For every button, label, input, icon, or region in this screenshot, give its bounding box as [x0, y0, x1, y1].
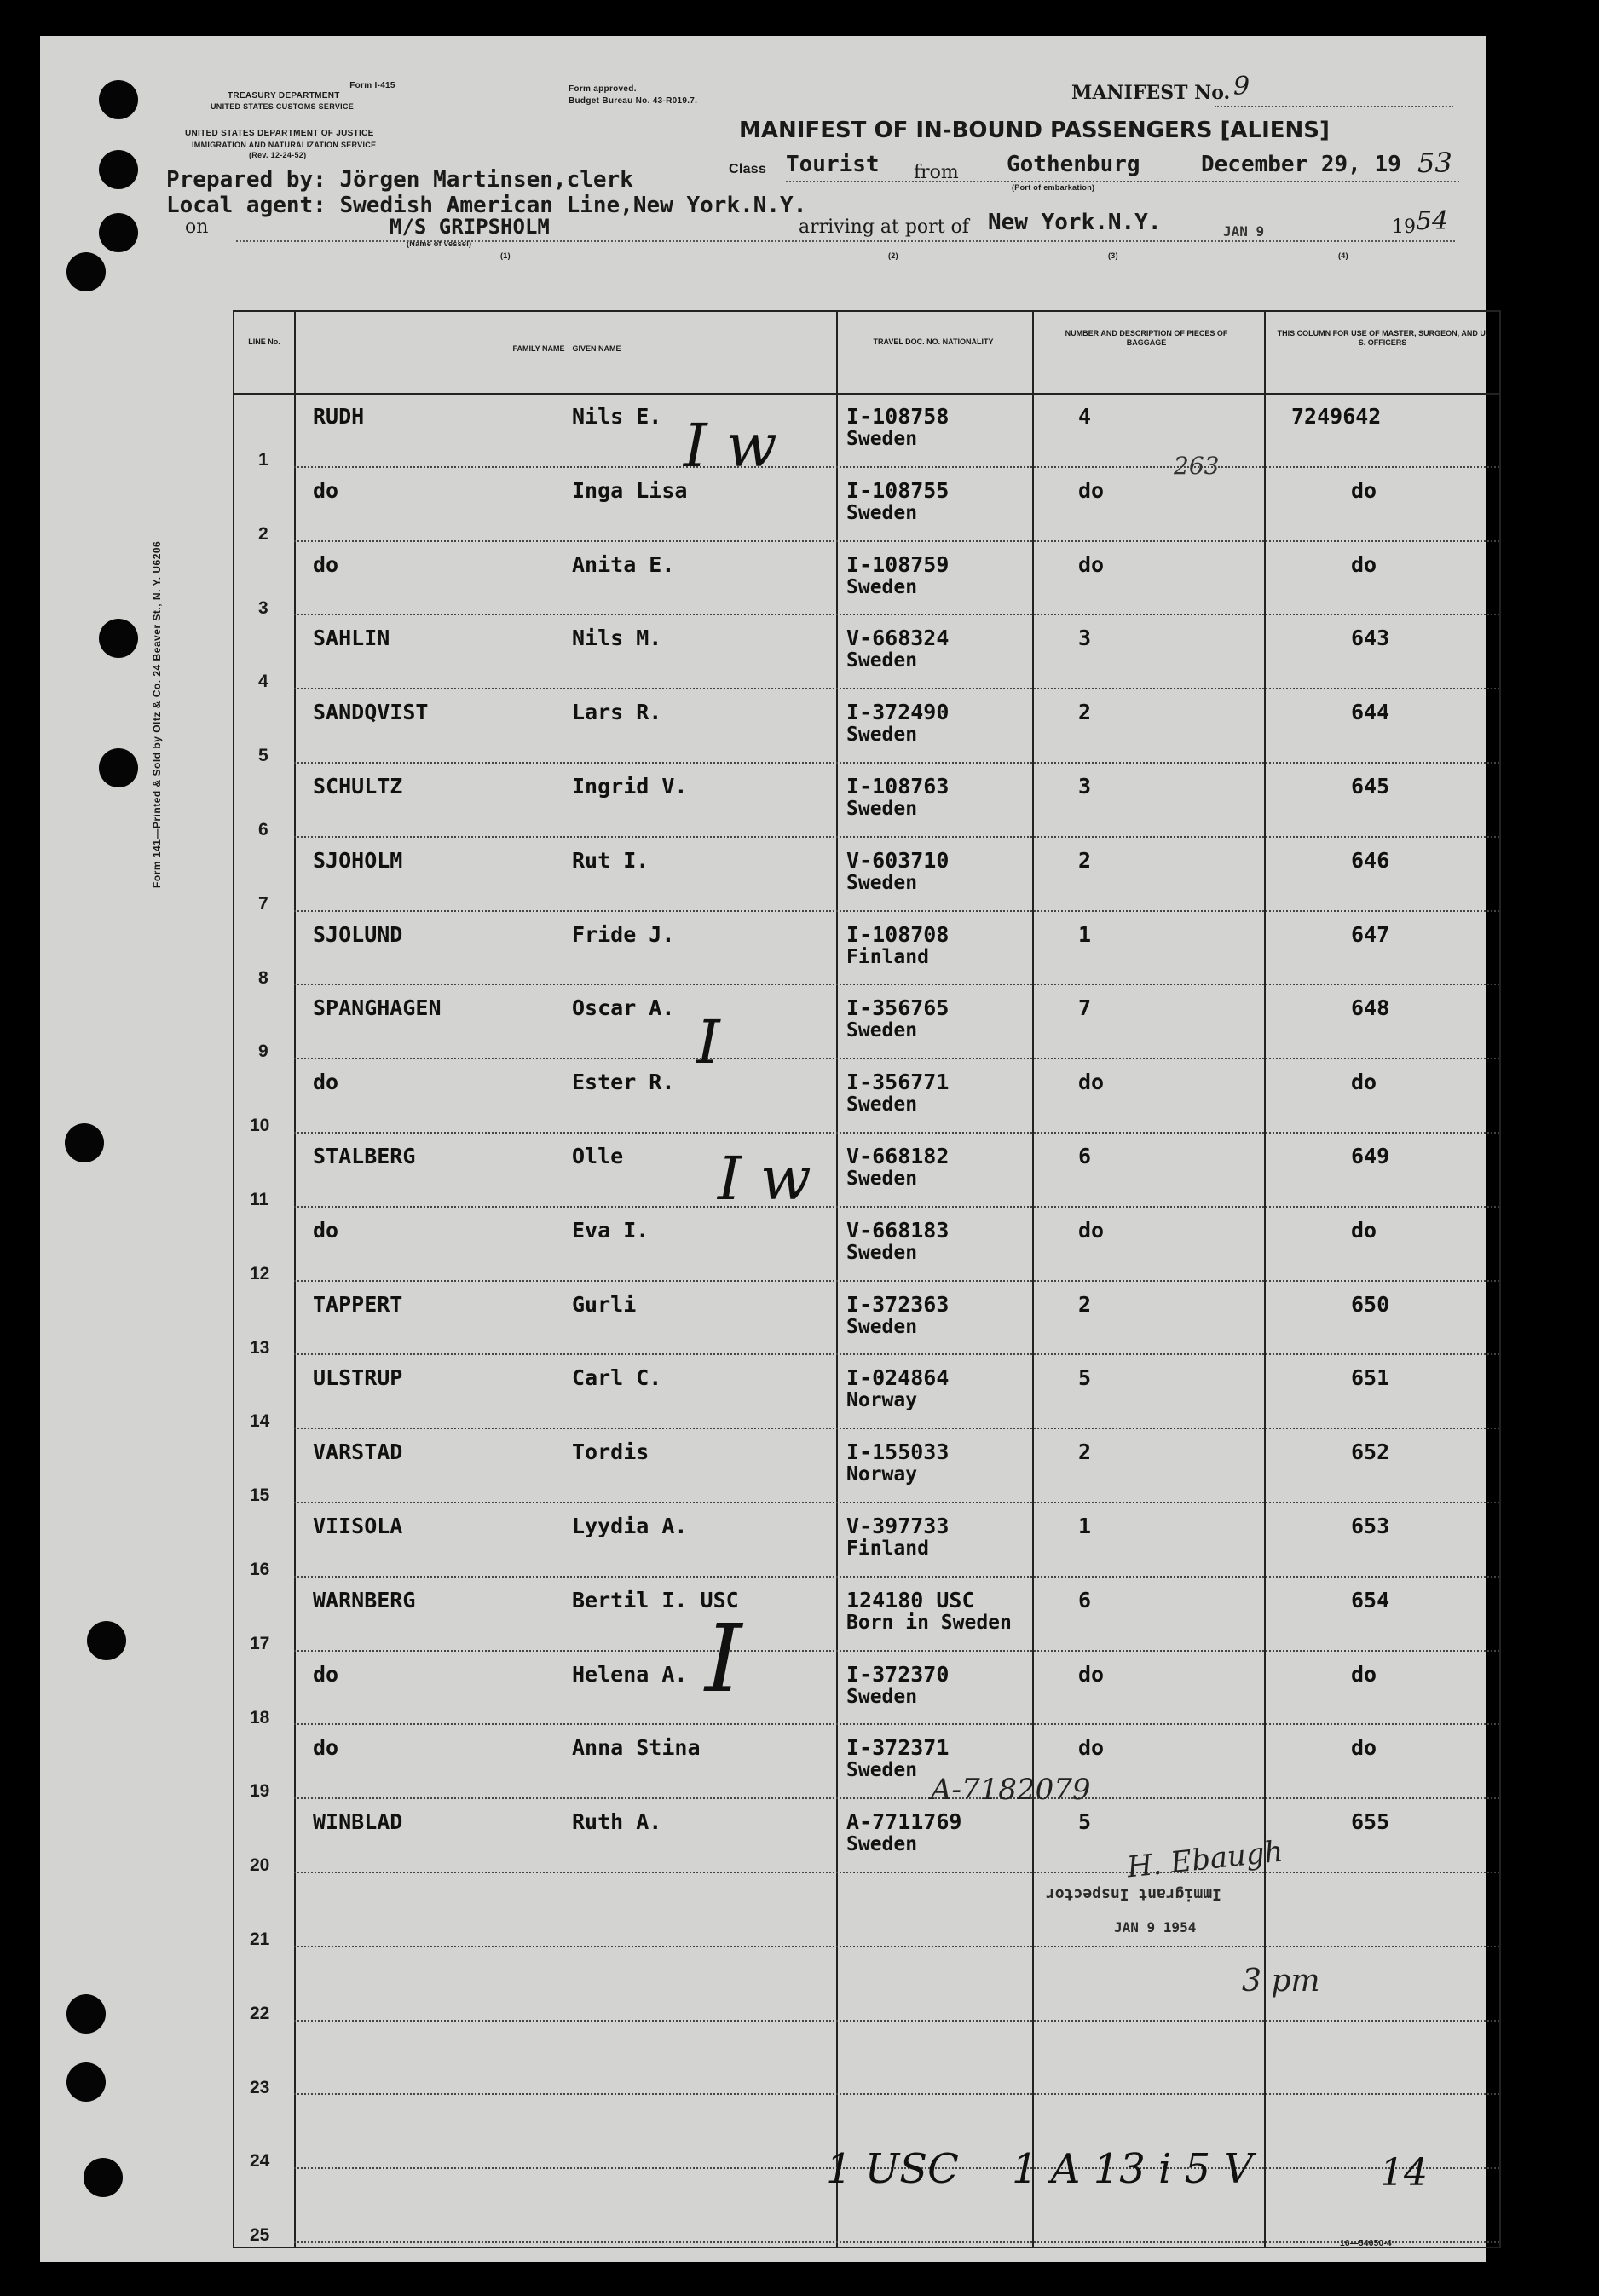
ins-name: IMMIGRATION AND NATURALIZATION SERVICE — [192, 141, 377, 149]
officer-entry: 651 — [1351, 1365, 1390, 1391]
tally-usc: 1 USC — [826, 2145, 959, 2193]
nationality: Sweden — [846, 649, 918, 672]
nationality: Sweden — [846, 1168, 918, 1190]
line-number: 17 — [250, 1633, 270, 1653]
nationality: Sweden — [846, 1833, 918, 1856]
travel-doc-number: 124180 USC — [846, 1587, 975, 1612]
baggage-count: 2 — [1078, 1291, 1092, 1317]
travel-doc-number: I-108759 — [846, 551, 950, 577]
given-name: Anna Stina — [572, 1735, 701, 1761]
baggage-count: do — [1078, 1735, 1105, 1761]
baggage-count: do — [1078, 1217, 1105, 1243]
family-name: do — [313, 551, 339, 577]
checkmark-i-w-1: I w — [684, 411, 777, 481]
printer-side-text: Form 141—Printed & Sold by Oltz & Co. 24 Beaver St., N. Y. U6206 — [151, 540, 163, 888]
row-divider — [294, 1132, 1499, 1134]
travel-doc-number: V-397733 — [846, 1514, 950, 1538]
line-number: 8 — [258, 967, 268, 988]
officer-entry: 646 — [1351, 847, 1390, 873]
baggage-count: 2 — [1078, 847, 1092, 873]
row-divider — [294, 2241, 1499, 2243]
family-name: do — [313, 1217, 339, 1243]
given-name: Fride J. — [572, 921, 675, 947]
officer-entry: 653 — [1351, 1514, 1390, 1538]
row-divider — [294, 1058, 1499, 1059]
family-name: WINBLAD — [313, 1809, 403, 1835]
vessel-line — [236, 240, 1455, 242]
travel-doc-number: V-603710 — [846, 847, 950, 873]
passenger-table — [233, 310, 1501, 2248]
vessel-caption: (Name of vessel) — [407, 239, 472, 248]
line-number: 10 — [250, 1116, 270, 1136]
travel-doc-number: V-668182 — [846, 1144, 950, 1168]
baggage-count: 3 — [1078, 626, 1092, 651]
binder-hole — [99, 213, 138, 252]
baggage-count: 3 — [1078, 774, 1092, 799]
checkmark-i-w-2: I w — [718, 1144, 811, 1214]
travel-doc-number: I-356771 — [846, 1070, 950, 1095]
line-number: 19 — [250, 1781, 270, 1802]
arriving-label: arriving at port of — [799, 216, 969, 238]
given-name: Gurli — [572, 1291, 637, 1317]
nationality: Norway — [846, 1389, 918, 1412]
row-divider — [294, 762, 1499, 764]
arrival-date-stamp: JAN 9 — [1223, 223, 1265, 239]
from-label: from — [914, 162, 959, 183]
arrival-year-prefix: 19 — [1392, 216, 1416, 238]
departure-year: 53 — [1417, 147, 1452, 179]
travel-doc-number: I-372371 — [846, 1735, 950, 1761]
time-note: 3 pm — [1242, 1964, 1320, 1999]
row-divider — [294, 1650, 1499, 1652]
officer-entry: 7249642 — [1291, 404, 1382, 429]
line-number: 20 — [250, 1855, 270, 1876]
baggage-count: do — [1078, 477, 1105, 503]
manifest-label: MANIFEST No. — [1071, 82, 1231, 104]
travel-doc-number: I-356765 — [846, 995, 950, 1021]
inspector-stamp-date: JAN 9 1954 — [1114, 1919, 1197, 1935]
revision: (Rev. 12-24-52) — [249, 151, 307, 159]
line-number: 5 — [258, 746, 268, 766]
baggage-count: 7 — [1078, 995, 1092, 1021]
line-number: 22 — [250, 2003, 270, 2023]
nationality: Finland — [846, 945, 929, 968]
given-name: Carl C. — [572, 1365, 662, 1391]
officer-entry: 648 — [1351, 995, 1390, 1021]
officer-entry: 650 — [1351, 1291, 1390, 1317]
nationality: Sweden — [846, 1241, 918, 1264]
binder-hole — [84, 2158, 123, 2197]
officer-entry: do — [1351, 1735, 1377, 1761]
row-divider — [294, 466, 1499, 468]
nationality: Norway — [846, 1463, 918, 1486]
row-divider — [294, 1723, 1499, 1725]
travel-doc-number: V-668183 — [846, 1217, 950, 1243]
line-number: 15 — [250, 1485, 270, 1506]
baggage-count: do — [1078, 1661, 1105, 1687]
family-name: STALBERG — [313, 1144, 416, 1168]
given-name: Nils E. — [572, 404, 662, 429]
officer-entry: 647 — [1351, 921, 1390, 947]
class-line — [786, 181, 1459, 182]
row-divider — [294, 1502, 1499, 1503]
nationality: Sweden — [846, 724, 918, 747]
officer-entry: 643 — [1351, 626, 1390, 651]
binder-hole — [87, 1621, 126, 1660]
baggage-count: do — [1078, 551, 1105, 577]
nationality: Born in Sweden — [846, 1611, 1012, 1634]
baggage-count: 5 — [1078, 1365, 1092, 1391]
family-name: SPANGHAGEN — [313, 995, 442, 1021]
given-name: Bertil I. USC — [572, 1587, 739, 1612]
row-divider — [294, 688, 1499, 689]
line-number: 18 — [250, 1707, 270, 1728]
officer-entry: do — [1351, 1217, 1377, 1243]
row-divider — [294, 2093, 1499, 2095]
row-divider — [294, 1353, 1499, 1355]
budget-bureau: Budget Bureau No. 43-R019.7. — [569, 96, 698, 106]
binder-hole — [65, 1123, 104, 1162]
officer-entry: do — [1351, 477, 1377, 503]
nationality: Sweden — [846, 1315, 918, 1338]
travel-doc-number: V-668324 — [846, 626, 950, 651]
family-name: VARSTAD — [313, 1439, 403, 1465]
baggage-count: do — [1078, 1070, 1105, 1095]
travel-doc-number: I-108755 — [846, 477, 950, 503]
manifest-page — [40, 36, 1486, 2262]
given-name: Tordis — [572, 1439, 649, 1465]
departure-date: December 29, 19 — [1201, 152, 1401, 177]
binder-hole — [66, 2062, 106, 2102]
line-number: 16 — [250, 1560, 270, 1579]
given-name: Inga Lisa — [572, 477, 688, 503]
nationality: Sweden — [846, 1093, 918, 1116]
col-num-2: (2) — [888, 251, 898, 260]
travel-doc-number: I-155033 — [846, 1439, 950, 1465]
given-name: Lyydia A. — [572, 1514, 688, 1538]
class-label: Class — [729, 162, 767, 176]
row-divider — [294, 836, 1499, 838]
customs-service: UNITED STATES CUSTOMS SERVICE — [211, 102, 355, 111]
line-number: 14 — [250, 1411, 270, 1432]
family-name: SANDQVIST — [313, 700, 429, 725]
family-name: do — [313, 477, 339, 503]
col-num-1: (1) — [500, 251, 511, 260]
row-divider — [294, 1946, 1499, 1947]
given-name: Nils M. — [572, 626, 662, 651]
travel-doc-number: I-108708 — [846, 921, 950, 947]
nationality: Sweden — [846, 798, 918, 820]
header-line-no: LINE No. — [248, 337, 280, 346]
officer-entry: 645 — [1351, 774, 1390, 799]
travel-doc-number: I-024864 — [846, 1365, 950, 1391]
given-name: Olle — [572, 1144, 624, 1168]
given-name: Ruth A. — [572, 1809, 662, 1835]
given-name: Rut I. — [572, 847, 649, 873]
line-number: 21 — [250, 1930, 270, 1949]
officer-entry: 654 — [1351, 1587, 1390, 1612]
baggage-count: 6 — [1078, 1144, 1092, 1168]
family-name: do — [313, 1735, 339, 1761]
officer-entry: do — [1351, 1661, 1377, 1687]
row-divider — [294, 540, 1499, 542]
row-divider — [294, 1280, 1499, 1282]
nationality: Sweden — [846, 871, 918, 894]
baggage-count: 5 — [1078, 1809, 1092, 1835]
given-name: Helena A. — [572, 1661, 688, 1687]
arrival-port: New York.N.Y. — [988, 210, 1162, 235]
form-approved: Form approved. — [569, 84, 637, 94]
officer-entry: 652 — [1351, 1439, 1390, 1465]
row-divider — [294, 1797, 1499, 1799]
vessel-name: M/S GRIPSHOLM — [390, 215, 550, 239]
arrival-year: 54 — [1416, 206, 1449, 236]
manifest-no-underline — [1215, 106, 1453, 107]
family-name: do — [313, 1070, 339, 1095]
family-name: TAPPERT — [313, 1291, 403, 1317]
given-name: Oscar A. — [572, 995, 675, 1021]
footer-code: 16—54650-4 — [1340, 2239, 1392, 2248]
family-name: do — [313, 1661, 339, 1687]
nationality: Finland — [846, 1537, 929, 1560]
given-name: Anita E. — [572, 551, 675, 577]
family-name: RUDH — [313, 404, 365, 429]
officer-entry: 644 — [1351, 700, 1390, 725]
travel-doc-number: I-108763 — [846, 774, 950, 799]
line-number: 23 — [250, 2077, 270, 2097]
inspector-stamp: Immigrant Inspector — [1046, 1885, 1221, 1903]
officer-entry: 649 — [1351, 1144, 1390, 1168]
given-name: Ingrid V. — [572, 774, 688, 799]
binder-hole — [99, 748, 138, 787]
row-divider — [294, 1206, 1499, 1208]
checkmark-i-2: I — [705, 1604, 742, 1713]
given-name: Ester R. — [572, 1070, 675, 1095]
baggage-count: 2 — [1078, 1439, 1092, 1465]
line-number: 13 — [250, 1337, 270, 1358]
header-name: FAMILY NAME—GIVEN NAME — [512, 344, 621, 353]
tally-total: 14 — [1380, 2151, 1428, 2195]
binder-hole — [66, 1994, 106, 2034]
line-number: 6 — [258, 820, 268, 839]
col-num-4: (4) — [1338, 251, 1348, 260]
nationality: Sweden — [846, 501, 918, 524]
line-number: 4 — [258, 672, 268, 692]
col-num-3: (3) — [1108, 251, 1118, 260]
justice-dept: UNITED STATES DEPARTMENT OF JUSTICE — [185, 129, 374, 138]
family-name: SCHULTZ — [313, 774, 403, 799]
row-divider — [294, 614, 1499, 615]
nationality: Sweden — [846, 1759, 918, 1782]
officer-entry: do — [1351, 1070, 1377, 1095]
family-name: ULSTRUP — [313, 1365, 403, 1391]
travel-doc-number: I-372490 — [846, 700, 950, 725]
header-divider — [234, 393, 1499, 395]
family-name: VIISOLA — [313, 1514, 403, 1538]
binder-hole — [99, 619, 138, 658]
travel-doc-number: A-7711769 — [846, 1809, 962, 1835]
baggage-note: 263 — [1174, 452, 1220, 480]
family-name: WARNBERG — [313, 1587, 416, 1612]
port-embarkation-caption: (Port of embarkation) — [1012, 183, 1095, 192]
row-divider — [294, 1428, 1499, 1429]
header-officers: THIS COLUMN FOR USE OF MASTER, SURGEON, AND U. S. OFFICERS — [1277, 329, 1488, 347]
binder-hole — [99, 80, 138, 119]
baggage-count: 6 — [1078, 1587, 1092, 1612]
line-number: 2 — [258, 523, 268, 544]
treasury-dept: TREASURY DEPARTMENT — [228, 91, 340, 101]
manifest-number: 9 — [1233, 72, 1250, 101]
doc-correction: A-7182079 — [931, 1773, 1091, 1807]
row-divider — [294, 910, 1499, 912]
nationality: Sweden — [846, 1685, 918, 1708]
baggage-count: 4 — [1078, 404, 1092, 429]
line-number: 11 — [250, 1190, 269, 1209]
row-divider — [294, 2020, 1499, 2022]
on-label: on — [185, 216, 209, 238]
row-divider — [294, 984, 1499, 985]
form-number: Form I-415 — [349, 81, 395, 90]
baggage-count: 2 — [1078, 700, 1092, 725]
nationality: Sweden — [846, 428, 918, 450]
row-divider — [294, 1576, 1499, 1578]
line-number: 7 — [258, 893, 268, 914]
line-number: 24 — [250, 2151, 270, 2172]
given-name: Eva I. — [572, 1217, 649, 1243]
line-number: 3 — [258, 597, 268, 618]
port-of-embarkation: Gothenburg — [1007, 152, 1140, 177]
checkmark-i-1: I — [696, 1007, 720, 1077]
manifest-title: MANIFEST OF IN-BOUND PASSENGERS [ALIENS] — [739, 118, 1330, 143]
header-travel-doc: TRAVEL DOC. NO. NATIONALITY — [873, 337, 994, 346]
line-number: 25 — [250, 2225, 270, 2246]
family-name: SAHLIN — [313, 626, 390, 651]
line-number: 9 — [258, 1041, 268, 1062]
travel-doc-number: I-372370 — [846, 1661, 950, 1687]
travel-doc-number: I-372363 — [846, 1291, 950, 1317]
line-number: 1 — [258, 450, 268, 470]
baggage-count: 1 — [1078, 921, 1092, 947]
family-name: SJOLUND — [313, 921, 403, 947]
line-number: 12 — [250, 1263, 270, 1284]
class-value: Tourist — [786, 152, 880, 177]
inspector-signature: H. Ebaugh — [1125, 1834, 1285, 1885]
given-name: Lars R. — [572, 700, 662, 725]
prepared-by: Prepared by: Jörgen Martinsen,clerk — [166, 167, 633, 193]
binder-hole — [99, 150, 138, 189]
officer-entry: 655 — [1351, 1809, 1390, 1835]
travel-doc-number: I-108758 — [846, 404, 950, 429]
header-baggage: NUMBER AND DESCRIPTION OF PIECES OF BAGGAGE — [1065, 329, 1228, 347]
family-name: SJOHOLM — [313, 847, 403, 873]
nationality: Sweden — [846, 1019, 918, 1042]
local-agent: Local agent: Swedish American Line,New York.N.Y. — [166, 193, 807, 218]
row-divider — [294, 1872, 1499, 1873]
baggage-count: 1 — [1078, 1514, 1092, 1538]
tally-classes: 1 A 13 i 5 V — [1012, 2145, 1254, 2193]
binder-hole — [66, 252, 106, 291]
nationality: Sweden — [846, 575, 918, 598]
officer-entry: do — [1351, 551, 1377, 577]
